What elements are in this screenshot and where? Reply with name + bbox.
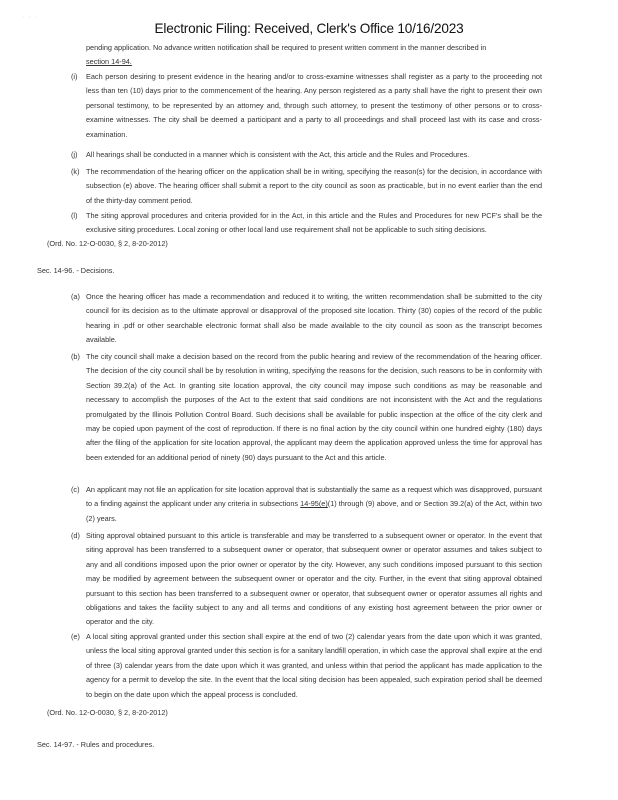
electronic-filing-stamp: Electronic Filing: Received, Clerk's Office 10/16/2023 [154, 21, 464, 36]
subsection-i [71, 70, 542, 142]
subsection-label: (k) [71, 167, 80, 176]
subsection-label: (c) [71, 485, 80, 494]
subsection-text-after: (1) through (9) above, and or Section 39.2(a) of the Act, within two (2) years. [86, 499, 542, 523]
ordinance-citation: (Ord. No. 12-O-0030, § 2, 8-20-2012) [47, 708, 168, 717]
subsection-text: The city council shall make a decision based on the record from the public hearing and review of the recommendation of the hearing officer. The decision of the city council shall be by resolution in writing, specifying the reasons for the decision, such reasons to be in conformity with Section 39.2(a) of the Act. In granting site location approval, the city council may impose such conditions as may be reasonable and necessary to accomplish the purposes of the Act to the extent that said conditions are not inconsistent with the Act and the regulations promulgated by the Illinois Pollution Control Board. Such decisions shall be available for public inspection at the office of the city clerk and may be copied upon payment of the cost of reproduction. If there is no final action by the city council within one hundred eighty (180) days after the filing of the application for site location approval, the applicant may deem the application approved unless the time for approval has been extended for an additional period of ninety (90) days pursuant to the Act and this article. [86, 352, 542, 462]
subsection-label: (d) [71, 531, 80, 540]
section-14-96-heading: Sec. 14-96. - Decisions. [37, 266, 115, 275]
subsection-label: (b) [71, 352, 80, 361]
subsection-label: (j) [71, 150, 78, 159]
subsection-text: All hearings shall be conducted in a manner which is consistent with the Act, this article and the Rules and Procedures. [86, 150, 470, 159]
subsection-text: Each person desiring to present evidence in the hearing and/or to cross-examine witnesses shall register as a party to the proceeding not less than ten (10) days prior to the commencement of the hearing. Any person registered as a party shall have the right to present their own personal testimony, to be represented by an attorney and, through such attorney, to present the testimony of other persons or to cross-examine witnesses. The city shall be deemed a participant and a party to all proceedings and shall proceed last with its case and cross-examination. [86, 72, 542, 139]
subsection-text: The siting approval procedures and criteria provided for in the Act, in this article and the Rules and Procedures for new PCF's shall be the exclusive siting procedures. Local zoning or other local land use requirement shall not be applicable to such siting decisions. [86, 211, 542, 235]
subsection-text-before: An applicant may not file an application for site location approval that is substantially the same as a request which was disapproved, pursuant to a finding against the applicant under any criteria in subsections [86, 485, 542, 509]
corner-mark: · · · [22, 14, 38, 21]
subsection-text: The recommendation of the hearing officer on the application shall be in writing, specifying the reason(s) for the decision, in accordance with subsection (e) above. The hearing officer shall submit a report to the city council as soon as practicable, but in no event earlier than the end of the thirty-day comment period. [86, 167, 542, 205]
subsection-text: Once the hearing officer has made a recommendation and reduced it to writing, the written recommendation shall be submitted to the city council for its decision as to the ultimate approval or disapproval of the proposed site location. Thirty (30) copies of the record of the public hearing in .pdf or other searchable electronic format shall also be made available to the city council as soon as the transcript becomes available. [86, 292, 542, 345]
continuation-text: pending application. No advance written notification shall be required to present written comment in the manner described in [86, 43, 487, 52]
subsection-14-95e-link[interactable]: 14-95(e) [300, 499, 328, 509]
subsection-label: (i) [71, 72, 78, 81]
subsection-label: (a) [71, 292, 80, 301]
subsection-text: Siting approval obtained pursuant to this article is transferable and may be transferred to a subsequent owner or operator. In the event that siting approval has been transferred to a subsequent owner or operator, that subsequent owner or operator assumes and takes subject to any and all conditions imposed upon the prior owner or operator by the city. However, any such conditions imposed pursuant to this section may be modified by agreement between the subsequent owner or operator and the city. Further, in the event that siting approval obtained pursuant to this section has been transferred to a subsequent owner or operator, that subsequent owner or operator assumes all rights and obligations and takes the facility subject to any and all terms and conditions of any existing host agreement between the prior owner or operator and the city. [86, 531, 542, 627]
subsection-c [71, 483, 542, 526]
subsection-l [71, 209, 542, 238]
section-14-94-link[interactable]: section 14-94. [86, 57, 132, 67]
subsection-label: (e) [71, 632, 80, 641]
subsection-d [71, 529, 542, 630]
subsection-text: A local siting approval granted under this section shall expire at the end of two (2) calendar years from the date upon which it was granted, unless the local siting approval granted under this section is for a sanitary landfill operation, in which case the approval shall expire at the end of three (3) calendar years from the date upon which it was granted, and unless within that period the applicant has made application to the agency for a permit to develop the site. In the event that the local siting decision has been appealed, such expiration period shall be deemed to begin on the date upon which the appeal process is concluded. [86, 632, 542, 699]
subsection-j [71, 148, 542, 162]
subsection-k [71, 165, 542, 208]
subsection-a [71, 290, 542, 348]
subsection-b [71, 350, 542, 465]
subsection-label: (l) [71, 211, 78, 220]
continuation-paragraph [86, 41, 542, 70]
section-14-97-heading: Sec. 14-97. - Rules and procedures. [37, 740, 155, 749]
ordinance-citation: (Ord. No. 12-O-0030, § 2, 8-20-2012) [47, 239, 168, 248]
subsection-e [71, 630, 542, 702]
